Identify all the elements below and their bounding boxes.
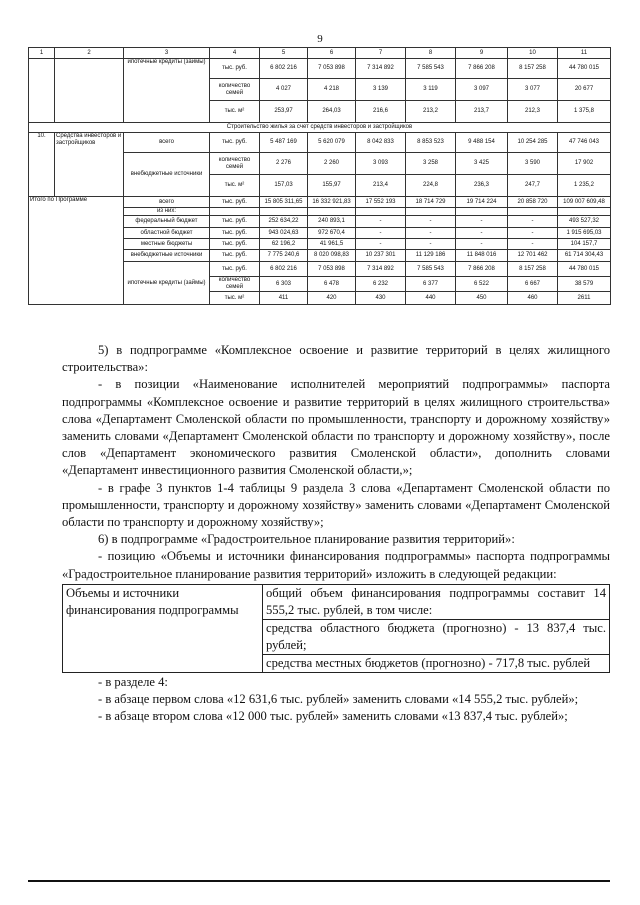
cell-value: 7 585 543 [406,59,456,79]
cell-value: 6 303 [260,277,308,292]
paragraph: - в графе 3 пунктов 1-4 таблицы 9 раздела 3 слова «Департамент Смоленской области по промышленности, транспорту и дорожному хозяйству» заменить словами «Департамент Смоленской области по транспорту и дорожному хозяйству»; [62,480,610,530]
inset-total: общий объем финансирования подпрограммы составит 14 555,2 тыс. рублей, в том числе: [263,584,610,619]
cell-value: 247,7 [508,175,558,197]
paragraph: - позицию «Объемы и источники финансирования подпрограммы» паспорта подпрограммы «Градостроительное планирование развития территорий» изложить в следующей редакции: [62,549,610,581]
cell-value: 7 053 898 [308,262,356,277]
cell-value: 6 478 [308,277,356,292]
inset-regional: средства областного бюджета (прогнозно) - 13 837,4 тыс. рублей; [263,619,610,654]
cell-value: - [508,228,558,239]
cell-value: 16 332 921,83 [308,197,356,208]
cell-value: 213,2 [406,101,456,123]
column-header: 6 [308,48,356,59]
cell-value: 5 620 079 [308,133,356,153]
cell-source: всего [124,197,210,208]
cell-value: 38 579 [558,277,611,292]
cell-unit: тыс. руб. [210,228,260,239]
cell-unit: тыс. руб. [210,216,260,228]
cell-value: 12 701 462 [508,250,558,262]
cell-value: 3 119 [406,79,456,101]
cell-value: 7 585 543 [406,262,456,277]
cell-value: 18 714 729 [406,197,456,208]
column-header: 7 [356,48,406,59]
cell-value: - [356,216,406,228]
cell-value: 8 157 258 [508,59,558,79]
table-row [29,123,611,133]
cell-value: 6 377 [406,277,456,292]
paragraph: - в абзаце первом слова «12 631,6 тыс. рублей» заменить словами «14 555,2 тыс. рублей»; [98,692,579,707]
cell-value: 6 667 [508,277,558,292]
cell-value: 6 522 [456,277,508,292]
cell-value: 264,03 [308,101,356,123]
cell-value: 6 232 [356,277,406,292]
cell-value: 9 488 154 [456,133,508,153]
cell-value [508,208,558,216]
cell-value: 10 237 301 [356,250,406,262]
table-row [29,59,611,79]
cell-value: 2611 [558,292,611,305]
cell-source: местные бюджеты [124,239,210,250]
cell-value: - [356,239,406,250]
cell-value: - [456,216,508,228]
cell-value: 252 634,22 [260,216,308,228]
cell-value: 430 [356,292,406,305]
cell-value: 7 053 898 [308,59,356,79]
cell-value: 20 858 720 [508,197,558,208]
column-header: 3 [124,48,210,59]
cell-value [456,208,508,216]
column-header: 2 [55,48,124,59]
cell-value: 109 007 609,48 [558,197,611,208]
cell-value: 7 866 208 [456,262,508,277]
column-header: 10 [508,48,558,59]
cell-value: 62 196,2 [260,239,308,250]
cell-value: 41 961,5 [308,239,356,250]
cell-value: - [456,228,508,239]
cell-value: - [456,239,508,250]
cell-number: 10. [29,133,55,197]
cell-value: 224,8 [406,175,456,197]
cell-value: - [406,216,456,228]
table-row [29,197,611,208]
cell-number [29,59,55,123]
cell-value: 6 802 216 [260,59,308,79]
cell-value: 8 157 258 [508,262,558,277]
cell-value: 216,6 [356,101,406,123]
cell-unit: тыс. м² [210,175,260,197]
cell-unit: тыс. м² [210,292,260,305]
cell-value: - [406,228,456,239]
cell-unit: тыс. руб. [210,59,260,79]
cell-value: 3 077 [508,79,558,101]
cell-name: Средства инвесторов и застройщиков [55,133,124,197]
cell-value: 5 487 169 [260,133,308,153]
cell-value: 7 314 892 [356,59,406,79]
column-header: 5 [260,48,308,59]
column-header: 4 [210,48,260,59]
paragraph: - в позиции «Наименование исполнителей мероприятий подпрограммы» паспорта подпрограммы «Комплексное освоение и развитие территорий в целях жилищного строительства» слова «Департамент Смоленской области по промышленности, транспорту и дорожному хозяйству» заменить словами «Департамент Смоленской области по транспорту и дорожному хозяйству», после слов «Департамент экономического развития Смоленской области», дополнить словами «Департамент инвестиционного развития Смоленской области,»; [62,377,610,478]
paragraph: 6) в подпрограмме «Градостроительное планирование развития территорий»: [98,532,515,547]
cell-value: 104 157,7 [558,239,611,250]
paragraph: - в абзаце втором слова «12 000 тыс. рублей» заменить словами «13 837,4 тыс. рублей»; [98,709,568,724]
page-number: 9 [317,33,323,45]
cell-value [406,208,456,216]
cell-value: 3 425 [456,153,508,175]
cell-value: 8 853 523 [406,133,456,153]
cell-value [356,208,406,216]
cell-value [558,208,611,216]
cell-value: 7 314 892 [356,262,406,277]
cell-value: 213,4 [356,175,406,197]
cell-value: 3 093 [356,153,406,175]
section-title: Строительство жилья за счет средств инвесторов и застройщиков [29,123,611,133]
cell-value: - [508,216,558,228]
cell-value: 3 097 [456,79,508,101]
cell-value: 236,3 [456,175,508,197]
cell-value: 7 775 240,6 [260,250,308,262]
cell-value: 17 552 193 [356,197,406,208]
cell-value: 972 670,4 [308,228,356,239]
cell-source: всего [124,133,210,153]
cell-value: - [406,239,456,250]
cell-value: 19 714 224 [456,197,508,208]
column-header: 9 [456,48,508,59]
cell-value: - [356,228,406,239]
cell-value: 460 [508,292,558,305]
column-header: 1 [29,48,55,59]
table-header-row [29,48,611,59]
bottom-rule [28,880,610,882]
cell-source: внебюджетные источники [124,153,210,197]
cell-source: внебюджетные источники [124,250,210,262]
cell-value [260,208,308,216]
cell-unit: тыс. руб. [210,262,260,277]
cell-unit: тыс. руб. [210,133,260,153]
inset-label: Объемы и источники финансирования подпрограммы [63,584,263,672]
financing-inset-table [62,584,610,673]
inset-local: средства местных бюджетов (прогнозно) - 717,8 тыс. рублей [263,654,610,672]
document-body [62,342,610,725]
cell-total-label: Итого по Программе [29,197,124,305]
cell-name [55,59,124,123]
cell-unit: тыс. руб. [210,250,260,262]
column-header: 8 [406,48,456,59]
cell-value: 20 677 [558,79,611,101]
cell-unit [210,208,260,216]
cell-value: 15 805 311,65 [260,197,308,208]
paragraph: - в разделе 4: [98,674,168,689]
cell-value: 3 258 [406,153,456,175]
cell-value: 61 714 304,43 [558,250,611,262]
cell-value: 2 260 [308,153,356,175]
cell-source: федеральный бюджет [124,216,210,228]
cell-source: ипотечные кредиты (займы) [124,262,210,305]
cell-value: 943 024,63 [260,228,308,239]
cell-value: 411 [260,292,308,305]
cell-value: 10 254 285 [508,133,558,153]
cell-unit: тыс. руб. [210,239,260,250]
cell-value: 4 218 [308,79,356,101]
cell-value [308,208,356,216]
cell-value: 212,3 [508,101,558,123]
cell-value: 450 [456,292,508,305]
cell-source: ипотечные кредиты (займы) [124,59,210,123]
table-row [29,133,611,153]
cell-value: 253,97 [260,101,308,123]
cell-value: 7 866 208 [456,59,508,79]
cell-value: 1 235,2 [558,175,611,197]
cell-value: 8 020 098,83 [308,250,356,262]
cell-unit: количество семей [210,277,260,292]
cell-unit: тыс. м² [210,101,260,123]
financing-table [28,47,611,305]
cell-value: 11 848 016 [456,250,508,262]
cell-value: 3 139 [356,79,406,101]
cell-value: 157,03 [260,175,308,197]
cell-value: 440 [406,292,456,305]
cell-value: 44 780 015 [558,262,611,277]
cell-unit: количество семей [210,79,260,101]
cell-value: 420 [308,292,356,305]
cell-value: - [508,239,558,250]
cell-value: 8 042 833 [356,133,406,153]
cell-value: 213,7 [456,101,508,123]
cell-value: 47 746 043 [558,133,611,153]
cell-unit: тыс. руб. [210,197,260,208]
cell-value: 6 802 216 [260,262,308,277]
cell-value: 4 027 [260,79,308,101]
cell-value: 17 902 [558,153,611,175]
cell-value: 240 893,1 [308,216,356,228]
paragraph: 5) в подпрограмме «Комплексное освоение и развитие территорий в целях жилищного строительства»: [62,343,610,375]
cell-source: из них: [124,208,210,216]
cell-value: 44 780 015 [558,59,611,79]
cell-value: 155,97 [308,175,356,197]
cell-unit: количество семей [210,153,260,175]
cell-value: 3 590 [508,153,558,175]
column-header: 11 [558,48,611,59]
cell-value: 493 527,32 [558,216,611,228]
cell-source: областной бюджет [124,228,210,239]
cell-value: 1 375,8 [558,101,611,123]
cell-value: 2 276 [260,153,308,175]
cell-value: 1 915 695,03 [558,228,611,239]
cell-value: 11 129 186 [406,250,456,262]
